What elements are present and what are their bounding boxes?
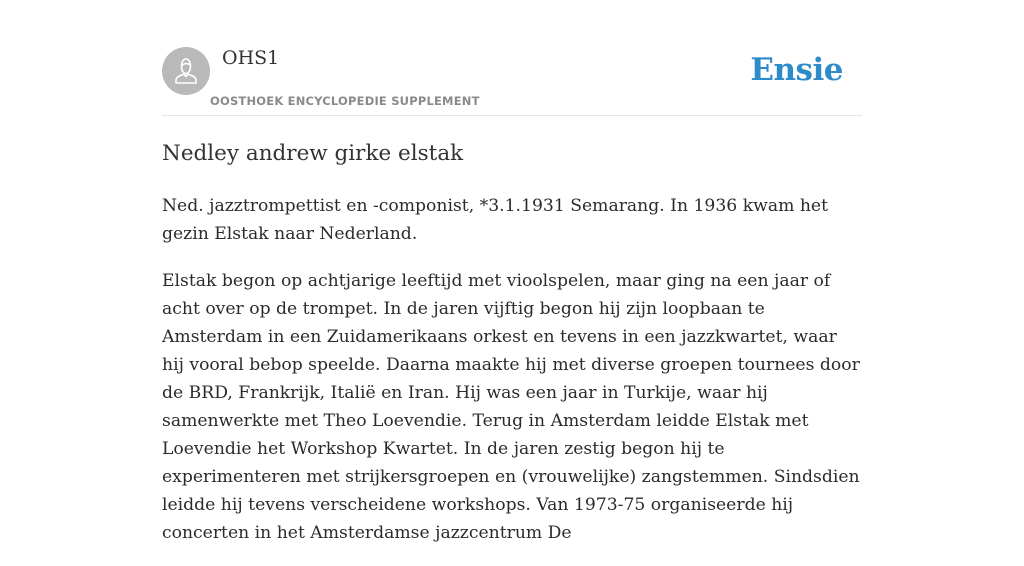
article-paragraph: Elstak begon op achtjarige leeftijd met vioolspelen, maar ging na een jaar of acht over op de trompet. In de jaren vijftig begon hij zijn loopbaan te Amsterdam in een Zuidamerikaans orkest en tevens in een jazzkwartet, waar hij vooral bebop speelde. Daarna maakte hij met diverse groepen tournees door de BRD, Frankrijk, Italië en Iran. Hij was een jaar in Turkije, waar hij samenwerkte met Theo Loevendie. Terug in Amsterdam leidde Elstak met Loevendie het Workshop Kwartet. In de jaren zestig begon hij te experimenteren met strijkersgroepen en (vrouwelijke) zangstemmen. Sindsdien leidde hij tevens verscheidene workshops. Van 1973-75 organiseerde hij concerten in het Amsterdamse jazzcentrum De xyxy=(162,271,860,543)
ensie-logo[interactable]: Ensie xyxy=(750,52,843,88)
user-silhouette-icon xyxy=(162,47,210,95)
author-avatar[interactable] xyxy=(162,47,210,95)
publication-label[interactable]: OOSTHOEK ENCYCLOPEDIE SUPPLEMENT xyxy=(210,94,480,108)
article-header xyxy=(162,0,862,116)
article-body xyxy=(162,192,862,566)
article-paragraph: Ned. jazztrompettist en -componist, *3.1.1931 Semarang. In 1936 kwam het gezin Elstak naar Nederland. xyxy=(162,196,828,244)
author-name[interactable]: OHS1 xyxy=(222,47,280,69)
content-column xyxy=(162,0,862,543)
article-title: Nedley andrew girke elstak xyxy=(162,141,464,166)
